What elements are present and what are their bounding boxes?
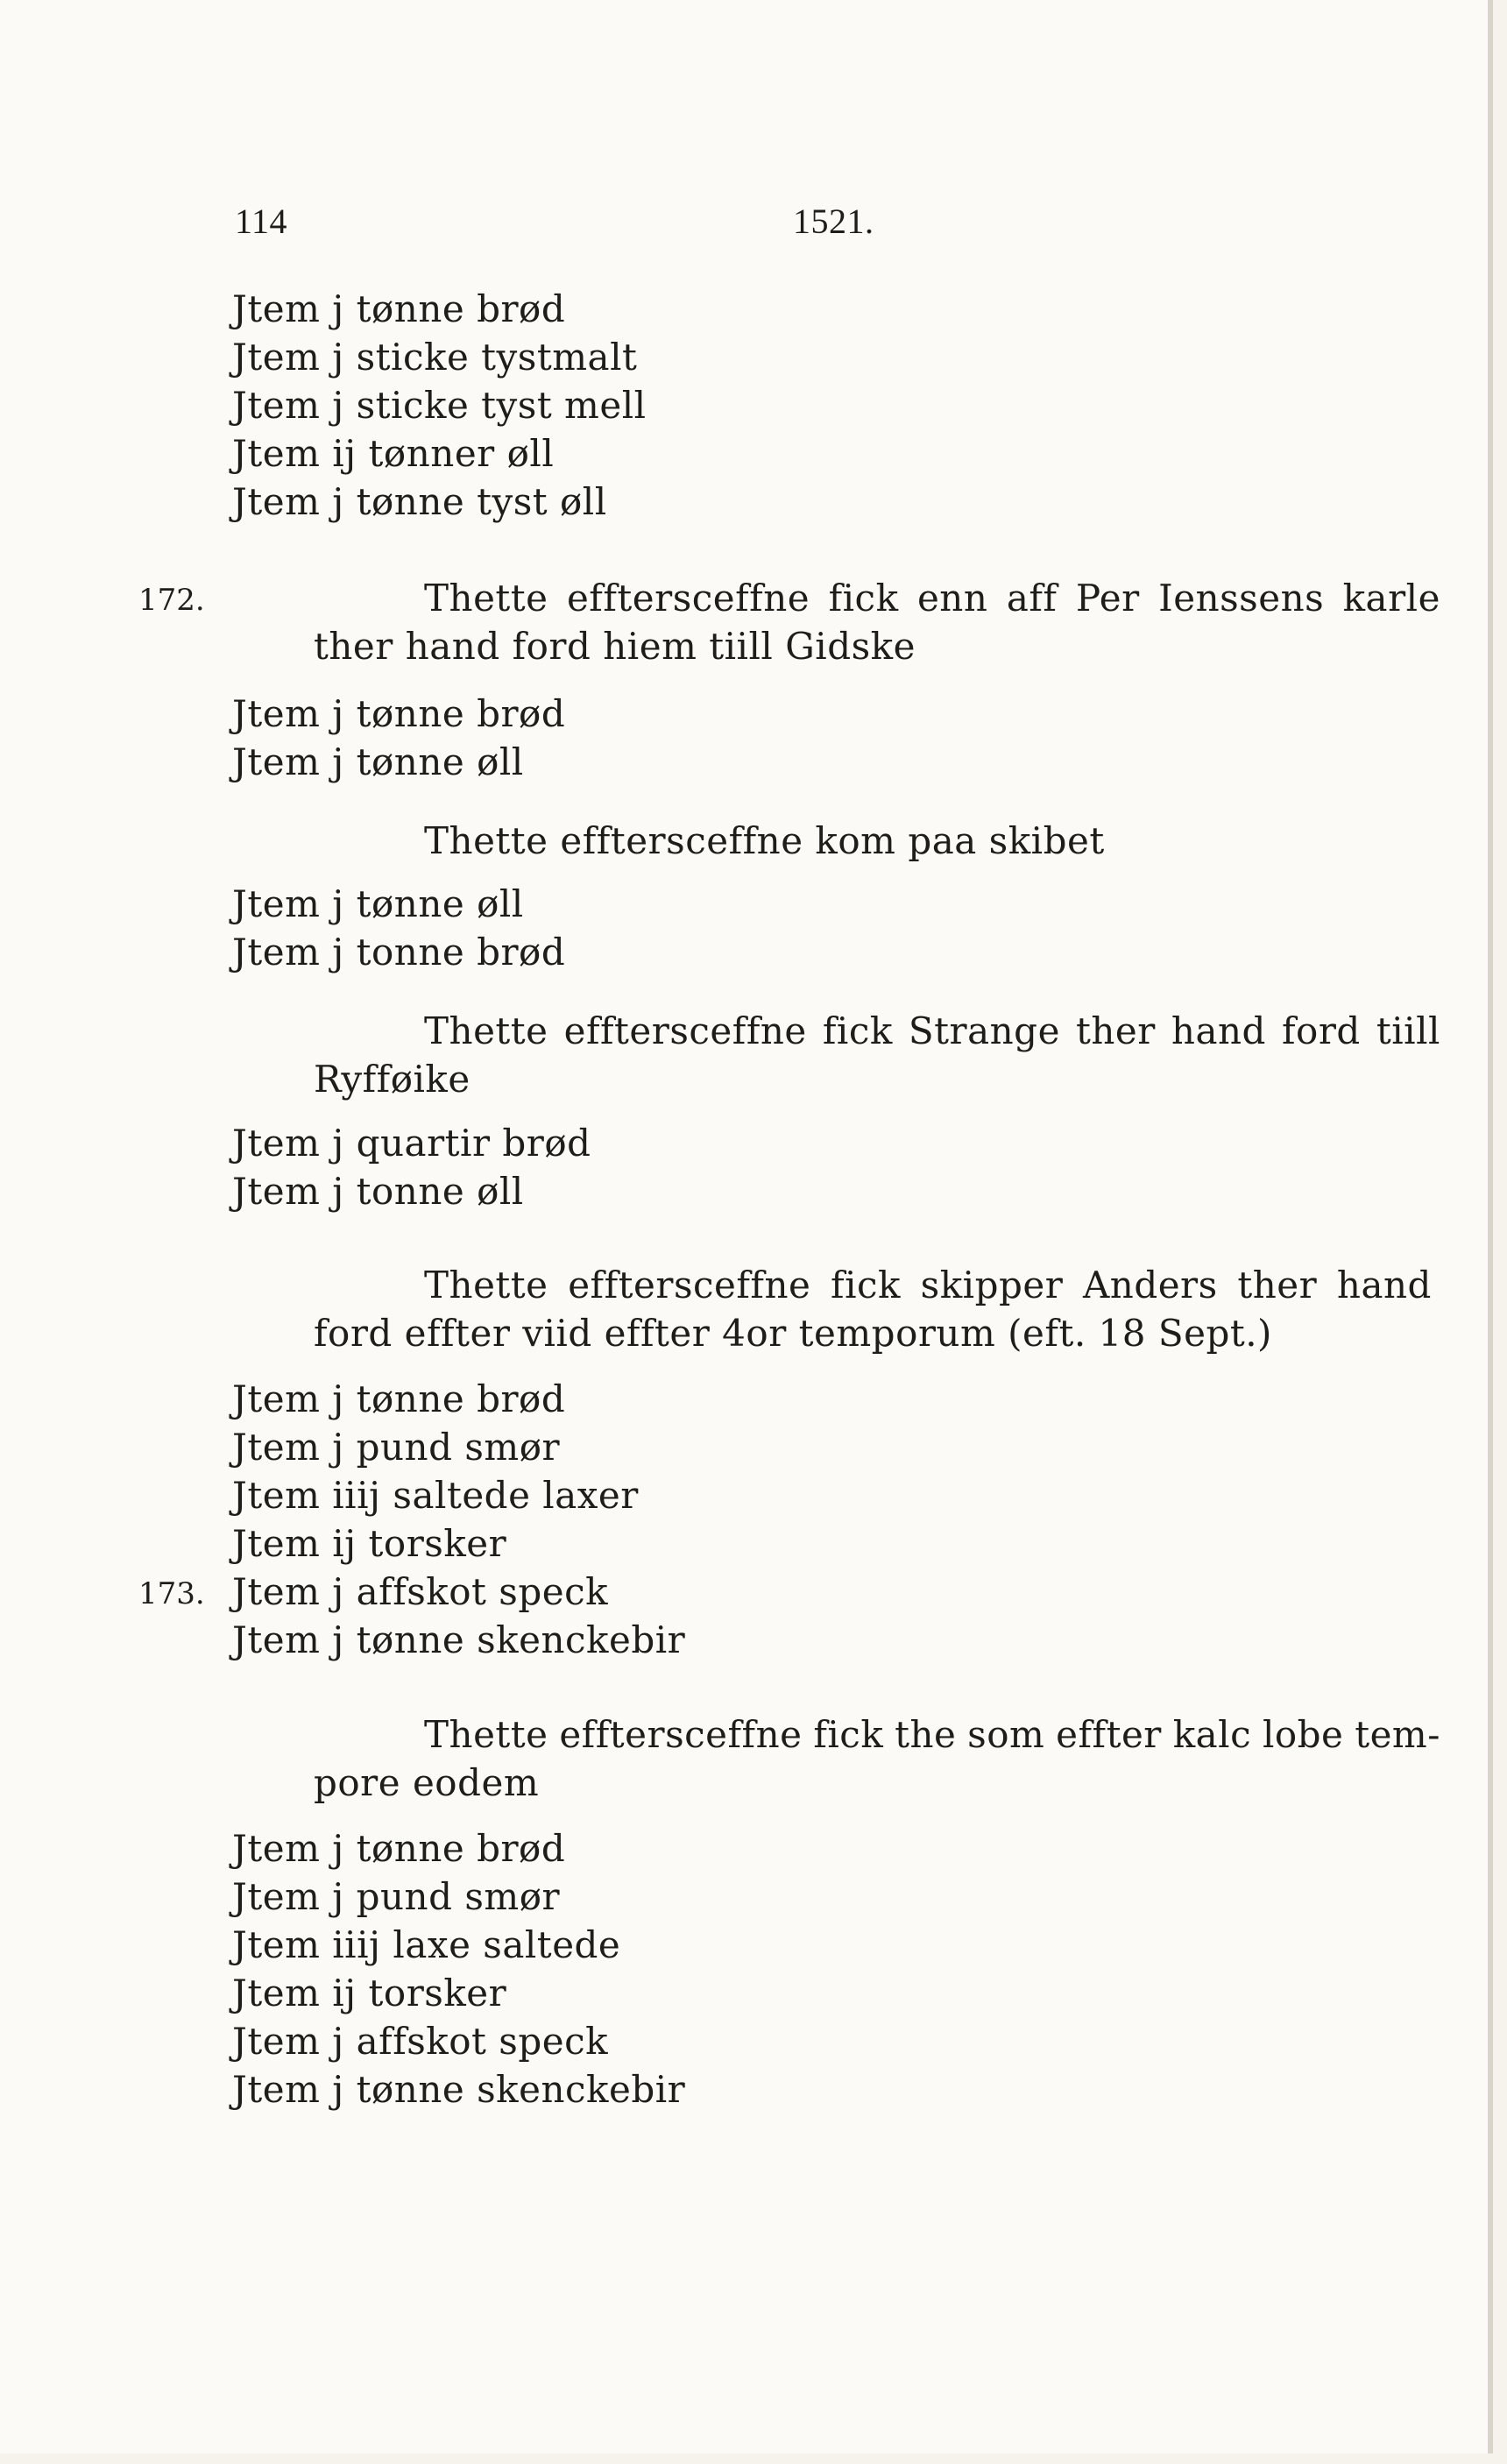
section-heading-continuation: Ryfføike	[314, 1058, 470, 1101]
section-heading	[424, 1264, 1432, 1307]
heading-word: tem-	[1355, 1713, 1440, 1756]
list-item: Jtem j tonne brød	[232, 931, 566, 974]
heading-word: Per	[1075, 577, 1140, 620]
margin-number: 173.	[138, 1576, 205, 1611]
page-year: 1521.	[793, 202, 874, 241]
list-item: Jtem j affskot speck	[232, 2020, 609, 2063]
heading-word: fick	[813, 1713, 884, 1756]
list-item: Jtem ij tønner øll	[232, 432, 555, 475]
heading-word: efftersceffne	[568, 1264, 811, 1306]
heading-word: kalc	[1172, 1713, 1252, 1756]
list-item: Jtem j pund smør	[232, 1875, 561, 1918]
heading-word: Thette	[424, 1009, 548, 1052]
list-item: Jtem iiij laxe saltede	[232, 1923, 621, 1966]
section-heading	[424, 577, 1440, 620]
list-item: Jtem j tønne brød	[232, 1827, 566, 1870]
heading-word: ther	[1237, 1264, 1318, 1306]
heading-word: efftersceffne	[563, 1009, 807, 1052]
heading-word: fick	[831, 1264, 901, 1306]
heading-word: efftersceffne	[566, 577, 810, 620]
section-heading-continuation: pore eodem	[314, 1761, 540, 1804]
heading-word: skipper	[920, 1264, 1064, 1306]
list-item: Jtem j pund smør	[232, 1426, 561, 1469]
heading-word: Anders	[1082, 1264, 1218, 1306]
list-item: Jtem j tønne øll	[232, 740, 524, 783]
list-item: Jtem j tonne øll	[232, 1170, 524, 1213]
heading-word: som	[967, 1713, 1045, 1756]
heading-word: hand	[1171, 1009, 1266, 1052]
page-number: 114	[235, 202, 288, 241]
list-item: Jtem iiij saltede laxer	[232, 1474, 639, 1517]
heading-word: Thette	[424, 1713, 548, 1756]
heading-word: enn	[916, 577, 988, 620]
heading-word: fick	[828, 577, 899, 620]
heading-word: tiill	[1376, 1009, 1440, 1052]
margin-number: 172.	[138, 583, 205, 618]
heading-word: ther	[1075, 1009, 1156, 1052]
list-item: Jtem j sticke tyst mell	[232, 384, 647, 427]
heading-word: hand	[1336, 1264, 1432, 1306]
section-heading: Thette efftersceffne kom paa skibet	[424, 819, 1105, 862]
heading-word: fick	[822, 1009, 893, 1052]
list-item: Jtem j tønne øll	[232, 882, 524, 925]
heading-word: karle	[1342, 577, 1440, 620]
section-heading	[424, 1009, 1440, 1053]
list-item: Jtem j tønne brød	[232, 1377, 566, 1420]
heading-word: Thette	[424, 1264, 548, 1306]
list-item: Jtem j sticke tystmalt	[232, 336, 638, 379]
list-item: Jtem j tønne brød	[232, 692, 566, 735]
list-item: Jtem j affskot speck	[232, 1570, 609, 1613]
section-heading-continuation: ther hand ford hiem tiill Gidske	[314, 625, 916, 668]
list-item: Jtem j tønne skenckebir	[232, 1618, 686, 1661]
list-item: Jtem ij torsker	[232, 1972, 507, 2014]
heading-word: effter	[1056, 1713, 1162, 1756]
heading-word: ford	[1282, 1009, 1361, 1052]
heading-word: Ienssens	[1158, 577, 1325, 620]
heading-word: Strange	[908, 1009, 1060, 1052]
list-item: Jtem ij torsker	[232, 1522, 507, 1565]
heading-word: the	[895, 1713, 957, 1756]
list-item: Jtem j quartir brød	[232, 1122, 591, 1165]
section-heading	[424, 1713, 1440, 1757]
heading-word: efftersceffne	[559, 1713, 803, 1756]
heading-word: Thette	[424, 577, 548, 620]
heading-word: lobe	[1262, 1713, 1344, 1756]
list-item: Jtem j tønne skenckebir	[232, 2068, 686, 2111]
section-heading-continuation: ford effter viid effter 4or temporum (eft. 18 Sept.)	[314, 1312, 1272, 1355]
heading-word: aff	[1006, 577, 1058, 620]
list-item: Jtem j tønne tyst øll	[232, 480, 607, 523]
list-item: Jtem j tønne brød	[232, 287, 566, 330]
